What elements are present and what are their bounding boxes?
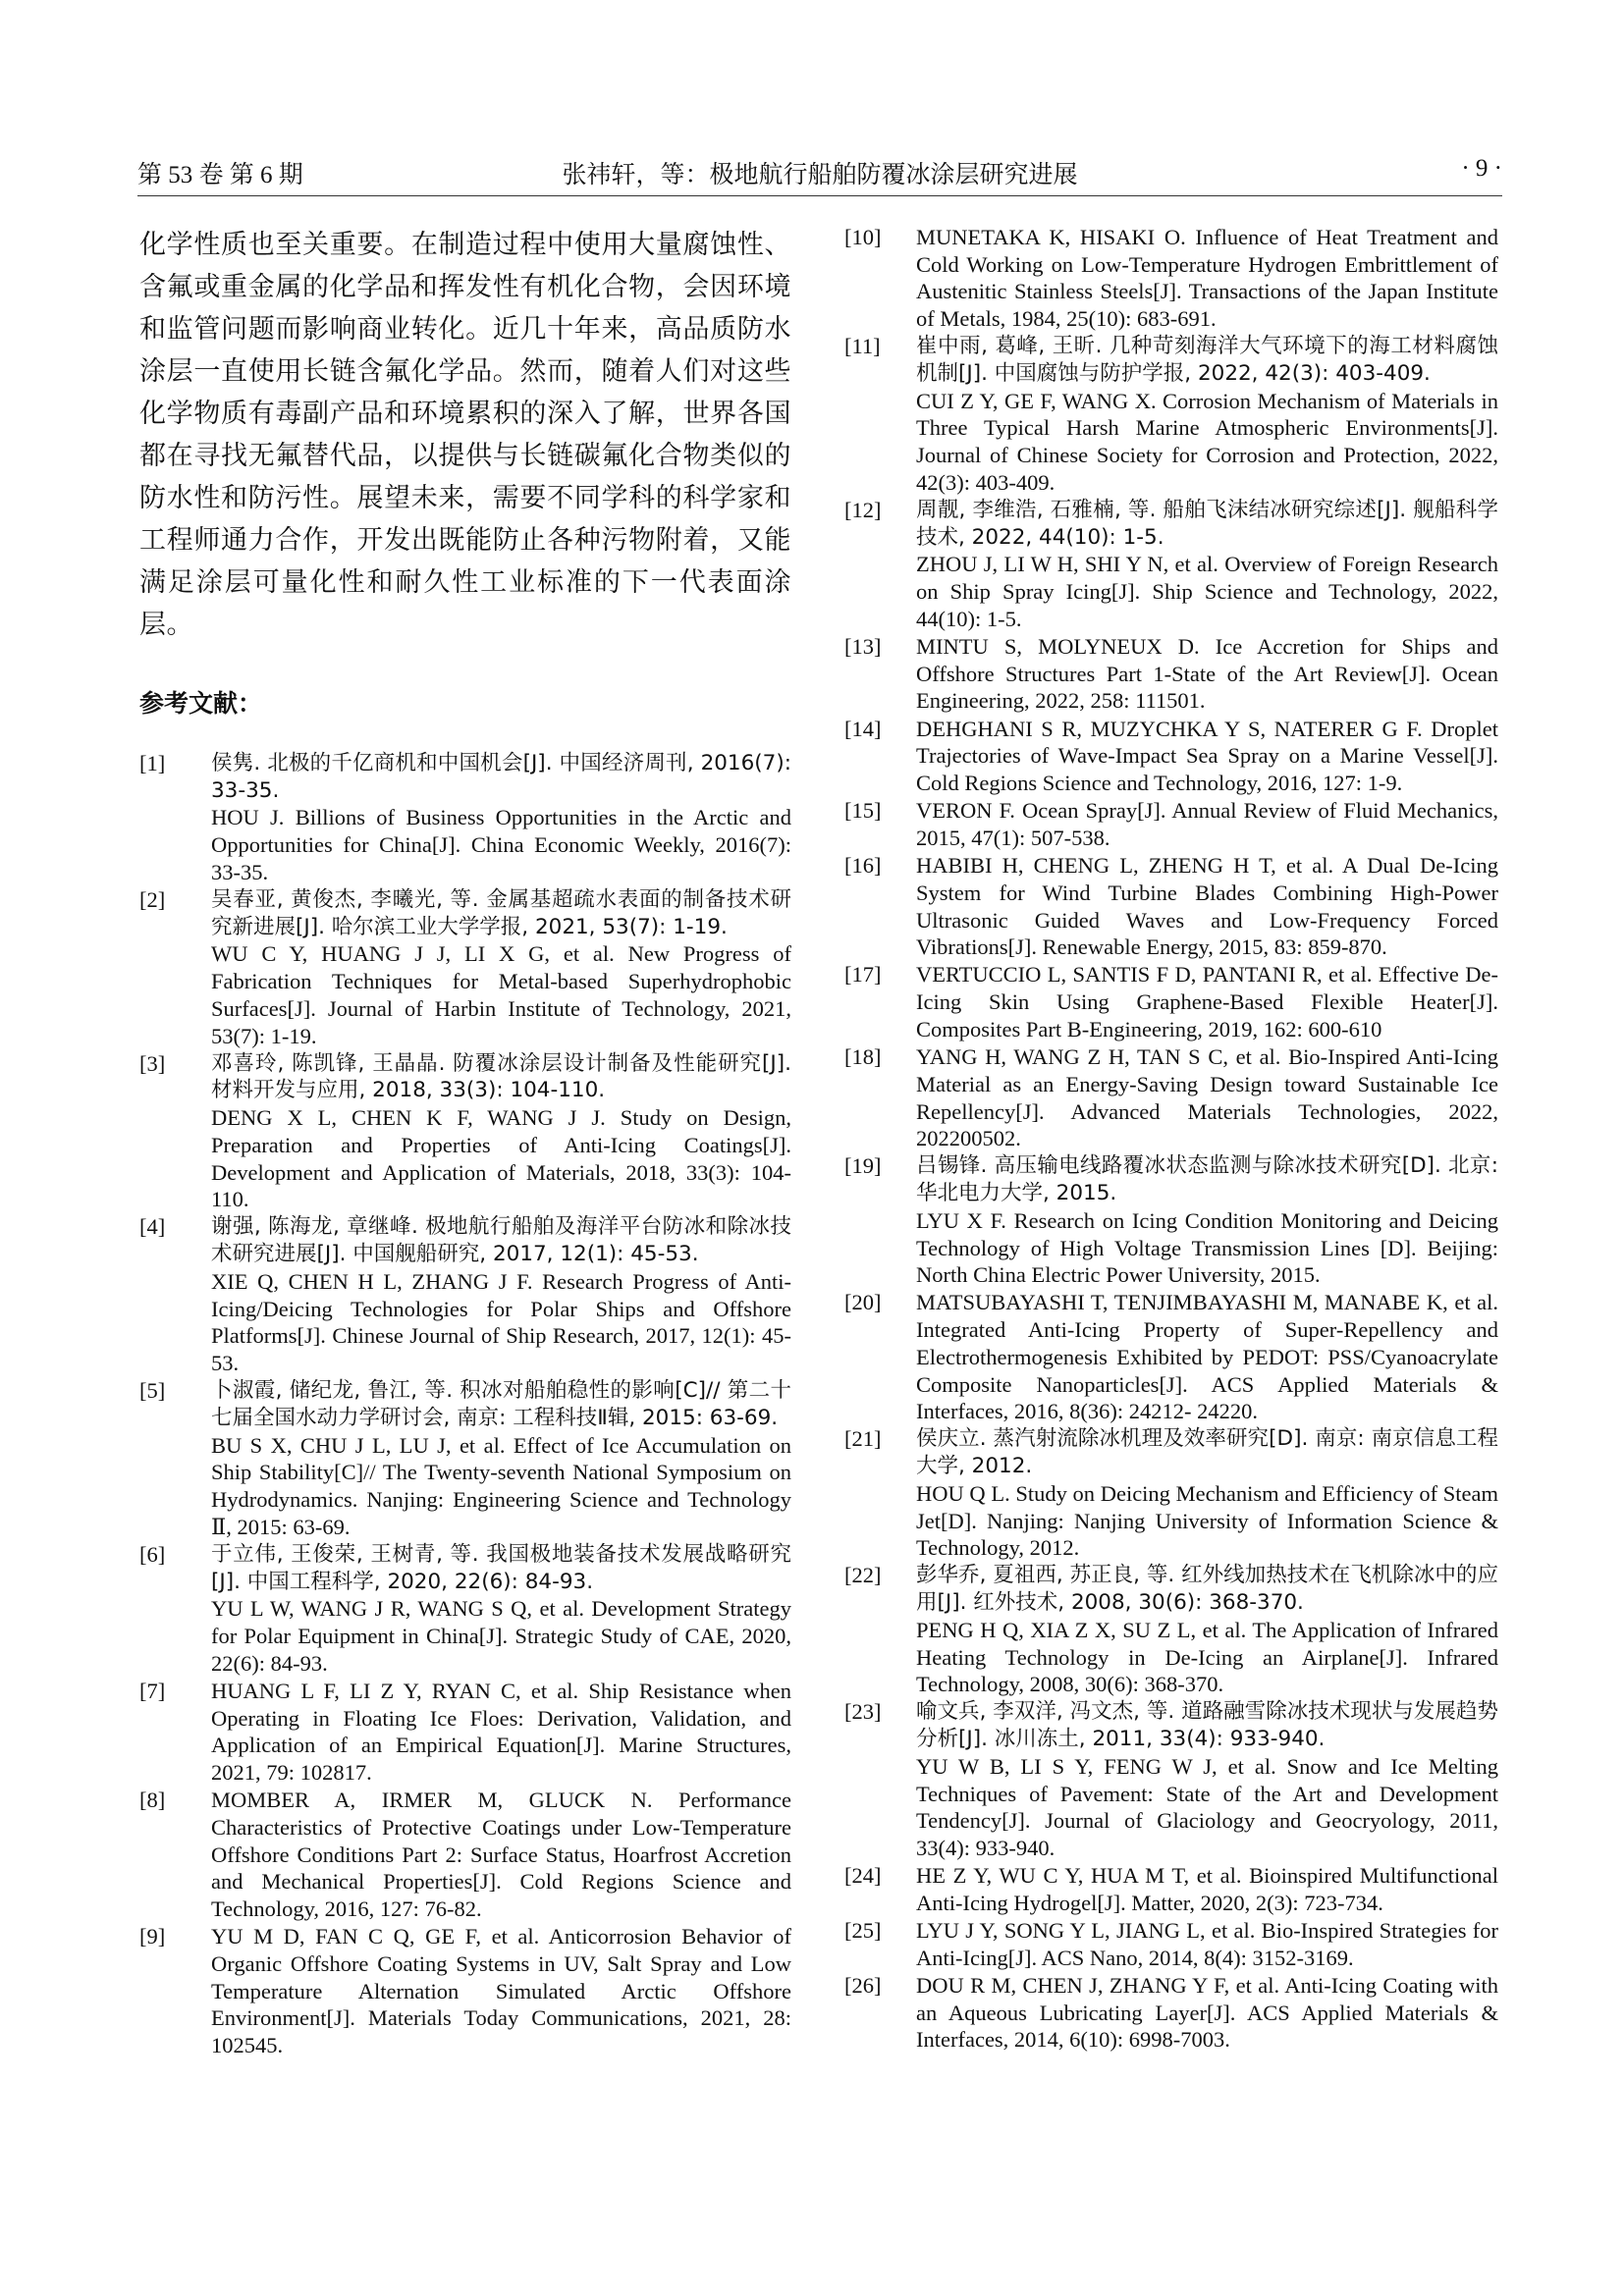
reference-number: [7]	[139, 1678, 166, 1703]
reference-chinese-text: 于立伟, 王俊荣, 王树青, 等. 我国极地装备技术发展战略研究[J]. 中国工程科学, 2020, 22(6): 84-93.	[211, 1541, 791, 1594]
reference-number: [19]	[844, 1153, 882, 1179]
reference-english-text: HABIBI H, CHENG L, ZHENG H T, et al. A Dual De-Icing System for Wind Turbine Blades Combining High-Power Ultrasonic Guided Waves and Low-Frequency Forced Vibrations[J]. Renewable Energy, 2015, 83: 859-870.	[916, 853, 1498, 960]
reference-number: [20]	[844, 1290, 882, 1315]
reference-chinese-text: 谢强, 陈海龙, 章继峰. 极地航行船舶及海洋平台防冰和除冰技术研究进展[J]. 中国舰船研究, 2017, 12(1): 45-53.	[211, 1214, 791, 1267]
reference-chinese-text: 卜淑霞, 储纪龙, 鲁江, 等. 积冰对船舶稳性的影响[C]// 第二十七届全国水动力学研讨会, 南京: 工程科技Ⅱ辑, 2015: 63-69.	[211, 1378, 791, 1430]
reference-english-text: YU M D, FAN C Q, GE F, et al. Anticorrosion Behavior of Organic Offshore Coating Systems in UV, Salt Spray and Low Temperature Alternation Simulated Arctic Offshore Environment[J]. Materials Today Communications, 2021, 28: 102545.	[211, 1924, 791, 2058]
reference-english-text: MUNETAKA K, HISAKI O. Influence of Heat Treatment and Cold Working on Low-Temperature Hydrogen Embrittlement of Austenitic Stainless Steels[J]. Transactions of the Japan Institute of Metals, 1984, 25(10): 683-691.	[916, 225, 1498, 332]
reference-item	[844, 852, 1498, 961]
reference-chinese-text: 吕锡锋. 高压输电线路覆冰状态监测与除冰技术研究[D]. 北京: 华北电力大学, 2015.	[916, 1153, 1498, 1206]
reference-english-text: LYU J Y, SONG Y L, JIANG L, et al. Bio-Inspired Strategies for Anti-Icing[J]. ACS Nano, 2014, 8(4): 3152-3169.	[916, 1918, 1498, 1970]
reference-number: [14]	[844, 716, 882, 741]
header-rule	[137, 195, 1502, 196]
reference-english-text: BU S X, CHU J L, LU J, et al. Effect of Ice Accumulation on Ship Stability[C]// The Twenty-seventh National Symposium on Hydrodynamics. Nanjing: Engineering Science and Technology Ⅱ, 2015: 63-69.	[211, 1432, 791, 1539]
reference-item	[844, 797, 1498, 851]
reference-number: [24]	[844, 1863, 882, 1889]
reference-english-text: DEHGHANI S R, MUZYCHKA Y S, NATERER G F. Droplet Trajectories of Wave-Impact Sea Spray on a Marine Vessel[J]. Cold Regions Science and Technology, 2016, 127: 1-9.	[916, 716, 1498, 796]
left-column	[139, 224, 791, 2058]
reference-number: [10]	[844, 225, 882, 249]
reference-english-text: YU W B, LI S Y, FENG W J, et al. Snow and Ice Melting Techniques of Pavement: State of the Art and Development Tendency[J]. Journal of Glaciology and Geocryology, 2011, 33(4): 933-940.	[916, 1753, 1498, 1860]
reference-number: [17]	[844, 962, 882, 988]
reference-chinese-text: 彭华乔, 夏祖西, 苏正良, 等. 红外线加热技术在飞机除冰中的应用[J]. 红外技术, 2008, 30(6): 368-370.	[916, 1563, 1498, 1616]
running-header	[137, 149, 1502, 192]
reference-english-text: HOU J. Billions of Business Opportunities in the Arctic and Opportunities for China[J]. China Economic Weekly, 2016(7): 33-35.	[211, 805, 791, 884]
running-title: 张祎轩，等：极地航行船舶防覆冰涂层研究进展	[562, 162, 1078, 188]
reference-english-text: MOMBER A, IRMER M, GLUCK N. Performance Characteristics of Protective Coatings under Low-Temperature Offshore Conditions Part 2: Surface Status, Hoarfrost Accretion and Mechanical Properties[J]. Cold Regions Science and Technology, 2016, 127: 76-82.	[211, 1788, 791, 1922]
reference-number: [13]	[844, 634, 882, 660]
reference-number: [15]	[844, 798, 882, 824]
reference-number: [22]	[844, 1563, 882, 1588]
reference-english-text: LYU X F. Research on Icing Condition Monitoring and Deicing Technology of High Voltage Transmission Lines [D]. Beijing: North China Electric Power University, 2015.	[916, 1207, 1498, 1288]
reference-number: [12]	[844, 498, 882, 523]
reference-item	[139, 1213, 791, 1376]
reference-english-text: ZHOU J, LI W H, SHI Y N, et al. Overview of Foreign Research on Ship Spray Icing[J]. Ship Science and Technology, 2022, 44(10): 1-5.	[916, 552, 1498, 631]
reference-item	[139, 1050, 791, 1213]
reference-chinese-text: 侯庆立. 蒸汽射流除冰机理及效率研究[D]. 南京: 南京信息工程大学, 2012.	[916, 1426, 1498, 1479]
reference-english-text: HOU Q L. Study on Deicing Mechanism and Efficiency of Steam Jet[D]. Nanjing: Nanjing University of Information Science & Technology, 2012.	[916, 1480, 1498, 1561]
reference-chinese-text: 周靓, 李维浩, 石雅楠, 等. 船舶飞沫结冰研究综述[J]. 舰船科学技术, 2022, 44(10): 1-5.	[916, 498, 1498, 550]
reference-chinese-text: 吴春亚, 黄俊杰, 李曦光, 等. 金属基超疏水表面的制备技术研究新进展[J]. 哈尔滨工业大学学报, 2021, 53(7): 1-19.	[211, 887, 791, 939]
reference-item	[139, 1787, 791, 1923]
reference-english-text: VERTUCCIO L, SANTIS F D, PANTANI R, et al. Effective De-Icing Skin Using Graphene-Based Flexible Heater[J]. Composites Part B-Engineering, 2019, 162: 600-610	[916, 962, 1498, 1041]
reference-item	[844, 1917, 1498, 1971]
reference-number: [16]	[844, 853, 882, 879]
reference-number: [9]	[139, 1924, 166, 1949]
reference-english-text: MATSUBAYASHI T, TENJIMBAYASHI M, MANABE K, et al. Integrated Anti-Icing Property of Super-Repellency and Electrothermogenesis Exhibited by PEDOT: PSS/Cyanoacrylate Composite Nanoparticles[J]. ACS Applied Materials & Interfaces, 2016, 8(36): 24212- 24220.	[916, 1290, 1498, 1424]
reference-english-text: YANG H, WANG Z H, TAN S C, et al. Bio-Inspired Anti-Icing Material as an Energy-Saving Design toward Sustainable Ice Repellency[J]. Advanced Materials Technologies, 2022, 202200502.	[916, 1044, 1498, 1151]
reference-number: [1]	[139, 751, 166, 775]
reference-item	[844, 1043, 1498, 1152]
reference-item	[139, 750, 791, 886]
reference-number: [21]	[844, 1426, 882, 1452]
reference-item	[844, 1698, 1498, 1861]
reference-number: [5]	[139, 1378, 166, 1404]
reference-number: [3]	[139, 1050, 166, 1076]
reference-chinese-text: 崔中雨, 葛峰, 王昕. 几种苛刻海洋大气环境下的海工材料腐蚀机制[J]. 中国腐蚀与防护学报, 2022, 42(3): 403-409.	[916, 334, 1498, 387]
reference-english-text: DENG X L, CHEN K F, WANG J J. Study on Design, Preparation and Properties of Anti-Icing Coatings[J]. Development and Application of Materials, 2018, 33(3): 104-110.	[211, 1105, 791, 1212]
reference-number: [8]	[139, 1788, 166, 1813]
reference-english-text: HE Z Y, WU C Y, HUA M T, et al. Bioinspired Multifunctional Anti-Icing Hydrogel[J]. Matter, 2020, 2(3): 723-734.	[916, 1863, 1498, 1915]
reference-chinese-text: 喻文兵, 李双洋, 冯文杰, 等. 道路融雪除冰技术现状与发展趋势分析[J]. 冰川冻土, 2011, 33(4): 933-940.	[916, 1699, 1498, 1752]
reference-list-left	[139, 750, 791, 2059]
reference-english-text: MINTU S, MOLYNEUX D. Ice Accretion for Ships and Offshore Structures Part 1-State of the Art Review[J]. Ocean Engineering, 2022, 258: 111501.	[916, 634, 1498, 714]
page-number: · 9 ·	[1461, 155, 1502, 182]
reference-item	[139, 886, 791, 1049]
reference-english-text: WU C Y, HUANG J J, LI X G, et al. New Progress of Fabrication Techniques for Metal-based Superhydrophobic Surfaces[J]. Journal of Harbin Institute of Technology, 2021, 53(7): 1-19.	[211, 941, 791, 1048]
reference-english-text: XIE Q, CHEN H L, ZHANG J F. Research Progress of Anti-Icing/Deicing Technologies for Polar Ships and Offshore Platforms[J]. Chinese Journal of Ship Research, 2017, 12(1): 45-53.	[211, 1268, 791, 1375]
reference-item	[844, 961, 1498, 1042]
reference-english-text: YU L W, WANG J R, WANG S Q, et al. Development Strategy for Polar Equipment in China[J]. Strategic Study of CAE, 2020, 22(6): 84-93.	[211, 1596, 791, 1676]
reference-english-text: HUANG L F, LI Z Y, RYAN C, et al. Ship Resistance when Operating in Floating Ice Floes: Derivation, Validation, and Application of an Empirical Equation[J]. Marine Structures, 2021, 79: 102817.	[211, 1678, 791, 1786]
reference-chinese-text: 侯隽. 北极的千亿商机和中国机会[J]. 中国经济周刊, 2016(7): 33-35.	[211, 751, 791, 803]
reference-item	[139, 1923, 791, 2059]
reference-item	[844, 1289, 1498, 1425]
reference-item	[844, 716, 1498, 797]
reference-item	[139, 1541, 791, 1678]
reference-item	[844, 497, 1498, 633]
reference-english-text: PENG H Q, XIA Z X, SU Z L, et al. The Application of Infrared Heating Technology in De-Icing an Airplane[J]. Infrared Technology, 2008, 30(6): 368-370.	[916, 1617, 1498, 1697]
reference-english-text: CUI Z Y, GE F, WANG X. Corrosion Mechanism of Materials in Three Typical Harsh Marine Atmospheric Environments[J]. Journal of Chinese Society for Corrosion and Protection, 2022, 42(3): 403-409.	[916, 388, 1498, 495]
reference-list-right	[844, 224, 1498, 2055]
reference-item	[139, 1678, 791, 1787]
reference-item	[139, 1377, 791, 1540]
reference-number: [26]	[844, 1973, 882, 1998]
reference-number: [18]	[844, 1044, 882, 1070]
reference-item	[844, 1562, 1498, 1698]
reference-number: [4]	[139, 1214, 166, 1240]
reference-english-text: DOU R M, CHEN J, ZHANG Y F, et al. Anti-Icing Coating with an Aqueous Lubricating Layer[J]. ACS Applied Materials & Interfaces, 2014, 6(10): 6998-7003.	[916, 1973, 1498, 2053]
reference-number: [25]	[844, 1918, 882, 1944]
reference-item	[844, 224, 1498, 333]
journal-volume-issue: 第 53 卷 第 6 期	[137, 162, 303, 188]
conclusion-paragraph: 化学性质也至关重要。在制造过程中使用大量腐蚀性、含氟或重金属的化学品和挥发性有机化合物，会因环境和监管问题而影响商业转化。近几十年来，高品质防水涂层一直使用长链含氟化学品。然而，随着人们对这些化学物质有毒副产品和环境累积的深入了解，世界各国都在寻找无氟替代品，以提供与长链碳氟化合物类似的防水性和防污性。展望未来，需要不同学科的科学家和工程师通力合作，开发出既能防止各种污物附着，又能满足涂层可量化性和耐久性工业标准的下一代表面涂层。	[139, 230, 791, 640]
references-heading: 参考文献：	[139, 689, 263, 718]
reference-item	[844, 1152, 1498, 1289]
reference-number: [23]	[844, 1699, 882, 1725]
reference-item	[844, 1862, 1498, 1916]
reference-item	[844, 1972, 1498, 2054]
reference-number: [6]	[139, 1541, 166, 1567]
reference-number: [2]	[139, 887, 166, 913]
reference-english-text: VERON F. Ocean Spray[J]. Annual Review of Fluid Mechanics, 2015, 47(1): 507-538.	[916, 798, 1498, 850]
reference-item	[844, 333, 1498, 496]
reference-item	[844, 633, 1498, 715]
reference-item	[844, 1425, 1498, 1562]
reference-number: [11]	[844, 334, 881, 359]
reference-chinese-text: 邓喜玲, 陈凯锋, 王晶晶. 防覆冰涂层设计制备及性能研究[J]. 材料开发与应用, 2018, 33(3): 104-110.	[211, 1050, 791, 1103]
